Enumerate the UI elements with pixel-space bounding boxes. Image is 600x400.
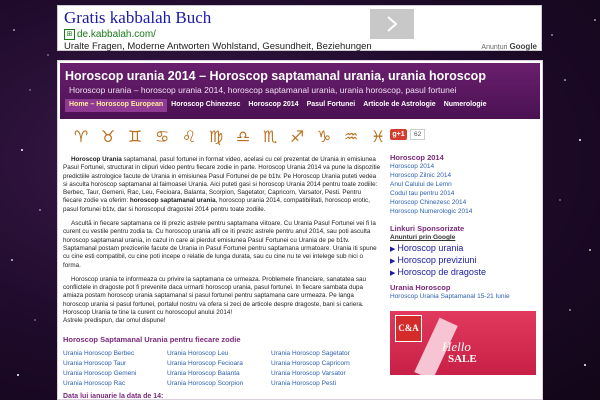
ad-link-urania[interactable]: [390, 243, 540, 253]
ad-link-dragoste[interactable]: [390, 267, 540, 277]
ads-by-google[interactable]: [481, 42, 537, 51]
play-arrow-icon: ▶: [390, 246, 396, 253]
virgo-icon[interactable]: ♍: [208, 129, 224, 146]
ad-link-text[interactable]: Horoscop previziuni: [397, 255, 477, 265]
aquarius-icon[interactable]: ♒: [343, 129, 359, 146]
sign-link[interactable]: Urania Horoscop Gemeni: [63, 369, 137, 377]
nav-numerologie[interactable]: Numerologie: [443, 101, 487, 108]
signs-title: Horoscop Saptamanal Urania pentru fiecare zodie: [63, 334, 241, 344]
intro-tail: , horoscop urania 2014, compatibilitati, horoscop erotic, pasul fortunei b1tv, dar si horoscopul dragostei 2014 pentru toate zodiile.: [63, 197, 370, 213]
sidebar-link[interactable]: Codul tau pentru 2014: [390, 190, 455, 197]
ad-title[interactable]: Gratis kabbalah Buch: [64, 8, 212, 27]
sidebar-section-horoscop-2014: Horoscop 2014: [390, 153, 444, 162]
ads-by-brand: Google: [509, 42, 537, 51]
sign-link[interactable]: Urania Horoscop Pesti: [271, 379, 337, 387]
ads-by-label: Anunțuri: [481, 44, 508, 51]
aries-icon[interactable]: ♈: [73, 129, 89, 146]
sign-link[interactable]: Urania Horoscop Sagetator: [271, 349, 350, 357]
sign-link[interactable]: Urania Horoscop Balanta: [167, 369, 240, 377]
sign-link[interactable]: Urania Horoscop Rac: [63, 379, 126, 387]
sidebar: [390, 129, 540, 375]
sidebar-link[interactable]: Anul Calului de Lemn: [390, 181, 452, 188]
libra-icon[interactable]: ♎: [235, 129, 251, 146]
page-container: [57, 60, 543, 400]
sign-link[interactable]: Urania Horoscop Berbec: [63, 349, 135, 357]
gplus-count: 62: [410, 129, 425, 140]
ad-badge-icon: ⊞: [64, 29, 75, 40]
ad-link-text[interactable]: Horoscop de dragoste: [397, 267, 486, 277]
zodiac-icon-row: [70, 126, 389, 148]
sign-link[interactable]: Urania Horoscop Varsator: [271, 369, 346, 377]
site-header: [60, 63, 540, 119]
gplus-button[interactable]: g+1: [390, 129, 407, 140]
banner-sale: SALE: [448, 353, 477, 365]
intro-bold: horoscop saptamanal urania: [129, 197, 216, 205]
taurus-icon[interactable]: ♉: [100, 129, 116, 146]
main-content: [63, 156, 381, 400]
paragraph-3-end: Astrele predispun, dar omul dispune!: [63, 317, 166, 325]
sidebar-link[interactable]: Horoscop Numerologic 2014: [390, 208, 473, 215]
cancer-icon[interactable]: ♋: [154, 129, 170, 146]
play-arrow-icon: ▶: [390, 270, 396, 277]
gemini-icon[interactable]: ♊: [127, 129, 143, 146]
ad-url-text[interactable]: de.kabbalah.com/: [77, 29, 156, 41]
intro-text: saptamanal, pasul fortunei in format video, acelasi cu cel prezentat de Urania in emisiunea Pasul Fortunei, structurat in clipuri video pentru fiecare zodie in parte. Horoscop Urania 2014 va pune la dispozitie predictiile astrologice facute de Urania in emisiunea Pasul Fortunei de pe b1tv. Pe Horoscop Urania puteti vedea si asculta horoscop saptamanal al faimoasei Urania. Aici puteti gasi si horoscop Urania 2014 pentru toate zodiile: Berbec, Taur, Gemeni, Rac, Leu, Fecioara, Balanta, Scorpion, Sagetator, Capricorn, Varsator, Pesti. Pentru fiecare zodie va oferim:: [63, 156, 381, 205]
ad-description: Uralte Fragen, Moderne Antworten Wohlstand, Gesundheit, Beziehungen: [64, 41, 372, 52]
nav-home[interactable]: Home – Horoscop European: [65, 99, 167, 112]
play-arrow-icon: ▶: [390, 258, 396, 265]
sign-link[interactable]: Urania Horoscop Leu: [167, 349, 229, 357]
sidebar-link[interactable]: Horoscop 2014: [390, 163, 435, 170]
ads-by-google-label[interactable]: Anunturi prin Google: [390, 234, 456, 241]
ad-url[interactable]: [64, 29, 156, 40]
nav-horoscop-chinezesc[interactable]: Horoscop Chinezesc: [171, 101, 241, 108]
chevron-right-icon: [386, 16, 398, 32]
sidebar-section-urania: Urania Horoscop: [390, 283, 451, 292]
sidebar-links-2014: [390, 162, 540, 216]
sagittarius-icon[interactable]: ♐: [289, 129, 305, 146]
nav-pasul-fortunei[interactable]: Pasul Fortunei: [306, 101, 356, 108]
site-subtitle: Horoscop urania – horoscop urania 2014, horoscop saptamanal urania, urania horoscop, pasul fortunei: [69, 85, 457, 95]
sidebar-link[interactable]: Horoscop Urania Saptamanal 15-21 Iunie: [390, 293, 510, 300]
pisces-icon[interactable]: ♓: [370, 129, 386, 146]
nav-articole[interactable]: Articole de Astrologie: [363, 101, 436, 108]
sidebar-link[interactable]: Horoscop Zilnic 2014: [390, 172, 452, 179]
scorpio-icon[interactable]: ♏: [262, 129, 278, 146]
nav-horoscop-2014[interactable]: Horoscop 2014: [248, 101, 299, 108]
sign-link[interactable]: Urania Horoscop Capricorn: [271, 359, 350, 367]
main-nav: [65, 99, 490, 112]
ad-link-text[interactable]: Horoscop urania: [397, 243, 464, 253]
sign-link[interactable]: Urania Horoscop Taur: [63, 359, 127, 367]
paragraph-2: Ascultă in fiecare saptamana ce iti prezic astrele pentru saptamana viitoare. Cu Urania Pasul Fortunei vei fi la curent cu vestile pentru zodia ta. Cu horoscop urania afli ce iti prezic astrele pentru anul 2014, sau poti asculta horoscop saptamanal urania, in cazul in care ai pierdut emisiunea Pasul Fortunei cu Urania de pe b1tv. Saptamanal postam prezicerile facute de Urania in Pasul Fortunei pentru saptamana urmatoare. Urania iti spune cu cine esti compatibil, cu cine poti incepe o relatie de lunga durata, sau cu cine nu te vei intelege sub nici o forma.: [63, 220, 377, 269]
paragraph-3: [63, 276, 381, 326]
sidebar-section-sponsored: Linkuri Sponsorizate: [390, 224, 465, 233]
ca-sale-banner[interactable]: [390, 311, 536, 375]
ca-logo: C&A: [395, 315, 422, 342]
leo-icon[interactable]: ♌: [181, 129, 197, 146]
site-title[interactable]: Horoscop urania 2014 – Horoscop saptamanal urania, urania horoscop: [65, 69, 486, 83]
ad-link-previziuni[interactable]: [390, 255, 540, 265]
intro-paragraph: [63, 156, 381, 214]
top-ad-banner[interactable]: [57, 5, 542, 51]
gplus-widget[interactable]: [390, 129, 540, 140]
banner-hello: Hello: [442, 339, 471, 354]
ad-next-button[interactable]: [370, 9, 414, 39]
intro-lead: Horoscop Urania: [71, 156, 122, 163]
paragraph-3-text: Horoscop urania te informeaza cu privire la saptamana ce urmeaza. Problemele financiare, sanatatea sau conflictele in dragoste pot fi prevenite daca urmarti horoscop urania, pasul fortunei. In fiecare sambata dupa amiaza postam horoscop urania saptamanal si pasul fortunei pentru saptamana care urmeaza. Pe langa horoscop urania si pasul fortunei, portalul nostru va ofera si zeci de articole despre dragoste, bani si cariera. Horoscop Urania te tine la curent cu horoscopul anului 2014!: [63, 275, 367, 317]
sidebar-link[interactable]: Horoscop Chinezesc 2014: [390, 199, 467, 206]
signs-grid: [63, 349, 381, 389]
sidebar-links-urania: [390, 292, 540, 301]
date-heading: Data lui ianuarie la data de 14:: [63, 392, 164, 400]
capricorn-icon[interactable]: ♑: [316, 129, 332, 146]
sign-link[interactable]: Urania Horoscop Fecioara: [167, 359, 243, 367]
sign-link[interactable]: Urania Horoscop Scorpion: [167, 379, 244, 387]
